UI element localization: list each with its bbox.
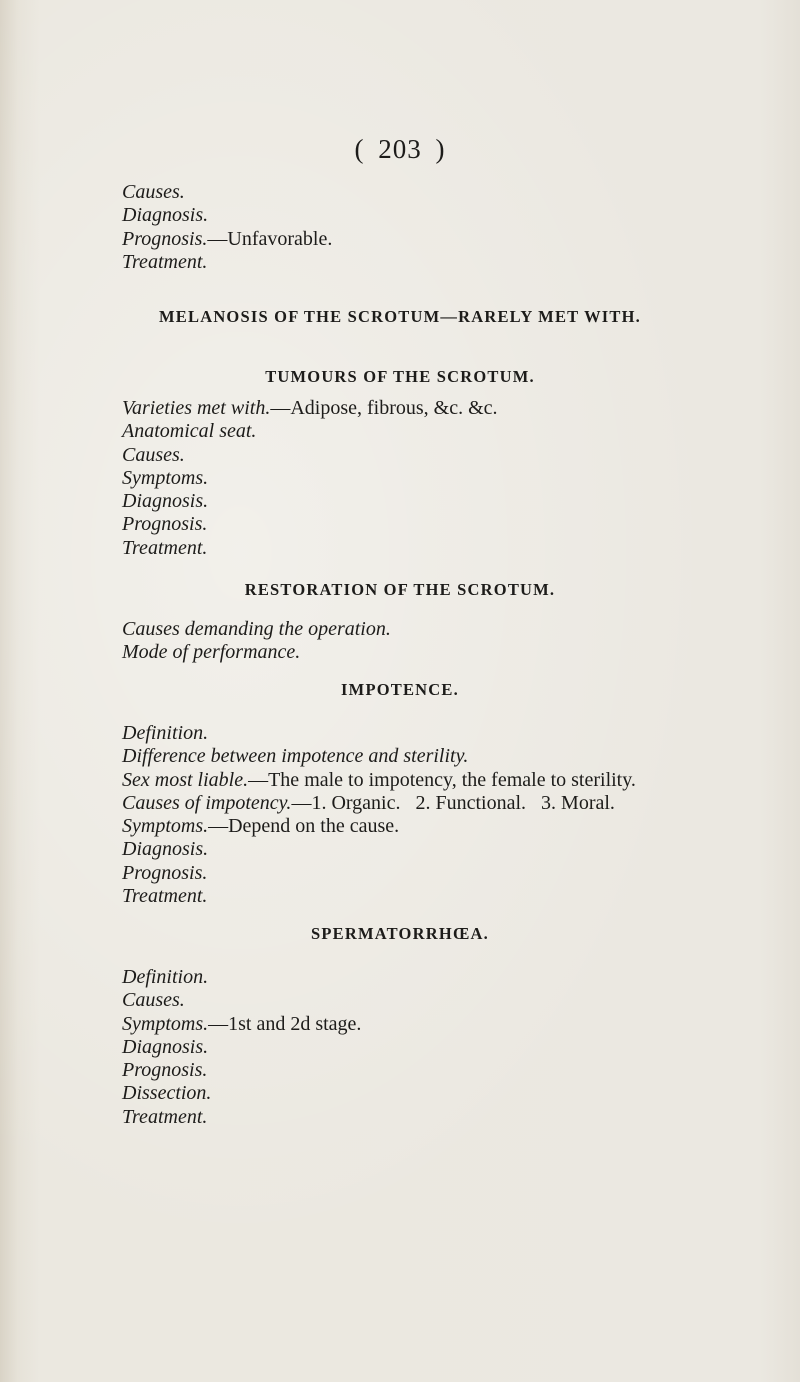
entry-label: Treatment. xyxy=(122,536,208,559)
entry-line xyxy=(122,204,662,227)
entry-label: Definition. xyxy=(122,966,209,988)
entry-label: Difference between impotence and sterility. xyxy=(122,745,469,768)
entry-line xyxy=(122,444,662,467)
entry-text: —Depend on the cause. xyxy=(208,815,400,838)
entry-label: Prognosis. xyxy=(122,1059,208,1082)
entry-line xyxy=(122,722,662,745)
entry-label: Prognosis. xyxy=(122,861,208,884)
entry-label: Causes. xyxy=(122,989,185,1012)
entry-label: Prognosis. xyxy=(122,227,208,250)
entry-line xyxy=(122,228,662,251)
entry-text: —1. Organic. 2. Functional. 3. Moral. xyxy=(291,791,615,814)
entry-line xyxy=(122,966,662,989)
entry-line xyxy=(122,1013,662,1036)
entry-line xyxy=(122,181,662,204)
entry-label: Diagnosis. xyxy=(122,838,209,861)
section-heading-impotence: IMPOTENCE. xyxy=(341,680,459,699)
entry-label: Sex most liable. xyxy=(122,768,249,791)
entry-label: Definition. xyxy=(122,722,209,744)
entry-label: Treatment. xyxy=(122,250,208,273)
section-heading-restoration: RESTORATION OF THE SCROTUM. xyxy=(244,580,556,599)
entry-label: Anatomical seat. xyxy=(122,420,257,443)
entry-line xyxy=(122,862,662,885)
entry-label: Symptoms. xyxy=(122,1012,209,1035)
entry-line xyxy=(122,1106,662,1129)
entry-label: Prognosis. xyxy=(122,513,208,536)
entry-line xyxy=(122,490,662,513)
spermatorrhoea-block xyxy=(122,966,662,1129)
entry-label: Treatment. xyxy=(122,1105,208,1128)
entry-line xyxy=(122,513,662,536)
entry-label: Causes. xyxy=(122,443,185,466)
restoration-block xyxy=(122,618,662,665)
entry-label: Symptoms. xyxy=(122,815,209,838)
entry-line xyxy=(122,1082,662,1105)
entry-label: Diagnosis. xyxy=(122,204,209,227)
entry-line xyxy=(122,537,662,560)
section-heading-spermatorrhoea: SPERMATORRHŒA. xyxy=(311,924,489,943)
entry-line xyxy=(122,885,662,908)
entry-text: —The male to impotency, the female to sterility. xyxy=(248,768,636,791)
entry-line xyxy=(122,769,662,792)
entry-line xyxy=(122,1059,662,1082)
entry-label: Causes demanding the operation. xyxy=(122,618,391,640)
entry-text: —Adipose, fibrous, &c. &c. xyxy=(270,397,498,419)
section-heading-tumours: TUMOURS OF THE SCROTUM. xyxy=(265,367,535,386)
entry-label: Treatment. xyxy=(122,885,208,908)
entry-label: Mode of performance. xyxy=(122,641,301,664)
entry-label: Diagnosis. xyxy=(122,490,209,513)
impotence-block xyxy=(122,722,662,908)
entry-line xyxy=(122,251,662,274)
tumours-block xyxy=(122,397,662,560)
entry-line xyxy=(122,1036,662,1059)
intro-block xyxy=(122,181,662,274)
entry-label: Diagnosis. xyxy=(122,1035,209,1058)
entry-label: Varieties met with. xyxy=(122,397,271,419)
entry-label: Causes. xyxy=(122,181,185,203)
entry-line xyxy=(122,838,662,861)
entry-text: —Unfavorable. xyxy=(207,227,333,250)
entry-label: Dissection. xyxy=(122,1082,212,1105)
entry-line xyxy=(122,420,662,443)
entry-line xyxy=(122,745,662,768)
entry-line xyxy=(122,397,662,420)
entry-line xyxy=(122,815,662,838)
entry-line xyxy=(122,641,662,664)
entry-line xyxy=(122,467,662,490)
entry-text: —1st and 2d stage. xyxy=(208,1012,362,1035)
section-heading-melanosis: MELANOSIS OF THE SCROTUM—RARELY MET WITH. xyxy=(159,307,641,326)
entry-line xyxy=(122,618,662,641)
entry-line xyxy=(122,792,662,815)
page-number: ( 203 ) xyxy=(354,134,446,164)
entry-label: Causes of impotency. xyxy=(122,791,292,814)
entry-line xyxy=(122,989,662,1012)
entry-label: Symptoms. xyxy=(122,466,209,489)
